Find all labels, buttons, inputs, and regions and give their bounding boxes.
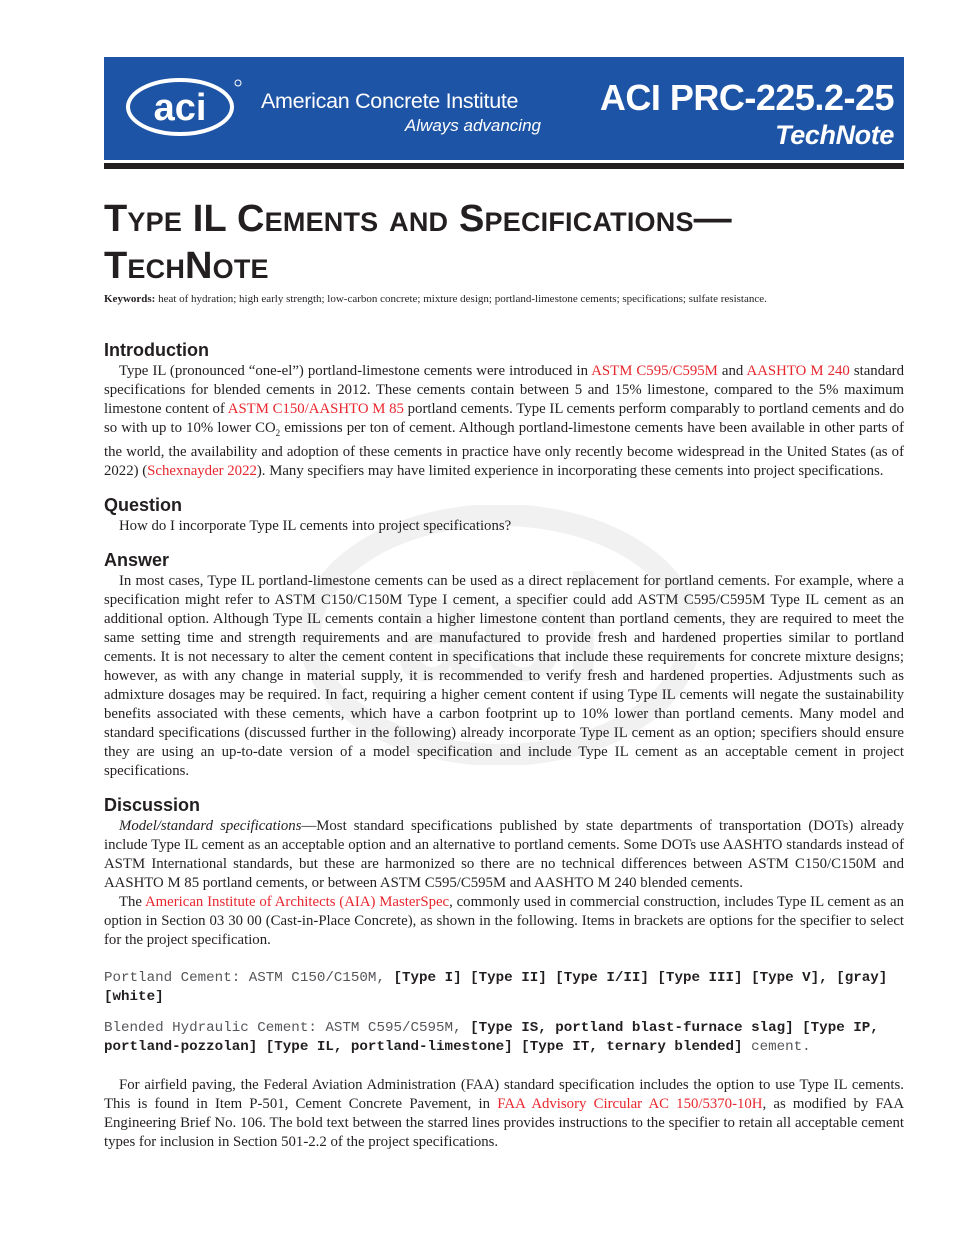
section-answer bbox=[104, 548, 904, 781]
answer-paragraph: In most cases, Type IL portland-limestone cements can be used as a direct replacement for portland cements. For example, where a specification might refer to ASTM C150/C150M Type I cement, a specifier could add ASTM C595/C595M Type IL cement as an additional option. Although Type IL cements contain a higher limestone content than portland cements, they are required to meet the same setting time and strength requirements and are manufactured to provide fresh and hardened properties similar to portland cements. It is not necessary to alter the cement content in specifications that include these requirements for concrete mixture designs; however, as with any change in material supply, it is recommended to verify fresh and hardened properties. Adjustments such as admixture dosages may be required. In fact, requiring a higher cement content if using Type IL cements will negate the sustainability benefits associated with these cements, which have a carbon footprint up to 10% lower than portland cements. Many model and standard specifications (discussed further in the following) already incorporate Type IL cement as an option; specifiers should ensure they are using an up-to-date version of a model specification and include Type IL cement as an acceptable cement in project specifications. bbox=[104, 572, 904, 779]
discussion-paragraph-3 bbox=[104, 1076, 904, 1152]
spec-code-blended-cement bbox=[104, 1019, 904, 1057]
header-divider bbox=[104, 163, 904, 169]
spec-code-portland-cement bbox=[104, 969, 904, 1007]
section-discussion bbox=[104, 793, 904, 1152]
intro-text-3: standard specifications for blended cements in 2012. These cements contain between 5 and 15% limestone, compared to the 5% maximum limestone content of bbox=[104, 363, 904, 417]
discussion-text-2b: , commonly used in commercial construction, includes Type IL cement as an option in Section 03 30 00 (Cast-in-Place Concrete), as shown in the following. Items in brackets are options for the specifier to select for the project specification. bbox=[104, 893, 904, 948]
keywords bbox=[104, 293, 924, 305]
page-title bbox=[104, 196, 904, 290]
keywords-text: heat of hydration; high early strength; low-carbon concrete; mixture design; portland-limestone cements; specifications; sulfate resistance. bbox=[158, 293, 767, 305]
code2-normal: Blended Hydraulic Cement: ASTM C595/C595M, bbox=[104, 1019, 462, 1036]
intro-text-1: Type IL (pronounced “one-el”) portland-limestone cements were introduced in bbox=[119, 363, 592, 379]
intro-text-6: ). Many specifiers may have limited experience in incorporating these cements into project specifications. bbox=[256, 462, 884, 479]
discussion-paragraph-1 bbox=[104, 817, 904, 893]
link-faa-advisory-circular[interactable]: FAA Advisory Circular AC 150/5370-10H bbox=[497, 1095, 763, 1112]
code1-options: [Type I] [Type II] [Type I/II] [Type III] [Type V], [gray] [white] bbox=[104, 969, 888, 1005]
keywords-label: Keywords: bbox=[104, 293, 156, 305]
link-astm-c595[interactable]: ASTM C595/C595M bbox=[591, 363, 718, 379]
link-aia-masterspec[interactable]: American Institute of Architects (AIA) MasterSpec bbox=[144, 893, 450, 910]
intro-text-4: portland cements. Type IL cements perform comparably to portland cements and do so with up to 10% lower CO bbox=[104, 401, 905, 436]
discussion-paragraph-2 bbox=[104, 893, 904, 950]
discussion-text-3b: , as modified by FAA Engineering Brief No. 106. The bold text between the starred lines provides instructions to the specifier to retain all acceptable cement types for inclusion in Section 501-2.2 of the project specifications. bbox=[104, 1095, 905, 1150]
link-astm-c150-aashto-m85[interactable]: ASTM C150/AASHTO M 85 bbox=[227, 401, 404, 417]
discussion-italic-lead: Model/standard specifications bbox=[119, 817, 302, 834]
title-line-1: Type IL Cements and Specifications— bbox=[104, 198, 732, 240]
section-question bbox=[104, 493, 904, 536]
co2-subscript: 2 bbox=[275, 427, 281, 438]
document-type: TechNote bbox=[775, 120, 894, 150]
section-introduction bbox=[104, 338, 904, 481]
introduction-paragraph bbox=[104, 362, 904, 481]
svg-text:aci: aci bbox=[395, 544, 605, 712]
heading-introduction: Introduction bbox=[104, 340, 209, 360]
link-schexnayder-2022[interactable]: Schexnayder 2022 bbox=[147, 462, 257, 479]
code2-end: cement. bbox=[751, 1038, 811, 1055]
document-header-banner bbox=[104, 57, 904, 160]
logo-text: aci bbox=[153, 87, 207, 129]
intro-text-5: emissions per ton of cement. Although portland-limestone cements have been available in other parts of the world, the availability and adoption of these cements in practice have only recently become widespread in the United States (as of 2022) ( bbox=[104, 420, 904, 479]
organization-name: American Concrete Institute bbox=[261, 89, 519, 113]
heading-discussion: Discussion bbox=[104, 794, 201, 815]
question-paragraph: How do I incorporate Type IL cements into project specifications? bbox=[119, 517, 512, 534]
title-line-2: TechNote bbox=[104, 245, 269, 287]
discussion-text-2a: The bbox=[119, 893, 145, 910]
discussion-text-1: —Most standard specifications published by state departments of transportation (DOTs) already include Type IL cement as an acceptable option and an alternative to portland cements. Some DOTs use AASHTO standards instead of ASTM International standards, but these are harmonized so there are no technical differences between ASTM C150/C150M and AASHTO M 85 portland cements, or between ASTM C595/C595M and AASHTO M 240 blended cements. bbox=[104, 817, 904, 891]
heading-question: Question bbox=[104, 494, 183, 515]
code2-options: [Type IS, portland blast-furnace slag] [Type IP, portland-pozzolan] [Type IL, portland-limestone] [Type IT, ternary blended] bbox=[104, 1019, 879, 1055]
link-aashto-m240[interactable]: AASHTO M 240 bbox=[746, 363, 850, 379]
heading-answer: Answer bbox=[104, 549, 170, 570]
organization-tagline: Always advancing bbox=[404, 116, 541, 135]
document-number: ACI PRC-225.2-25 bbox=[599, 77, 894, 118]
code1-normal: Portland Cement: ASTM C150/C150M, bbox=[104, 969, 385, 986]
discussion-text-3a: For airfield paving, the Federal Aviation Administration (FAA) standard specification includes the option to use Type IL cements. This is found in Item P-501, Cement Concrete Pavement, in bbox=[104, 1076, 904, 1112]
document-body bbox=[104, 338, 904, 1152]
intro-text-2: and bbox=[717, 363, 747, 379]
